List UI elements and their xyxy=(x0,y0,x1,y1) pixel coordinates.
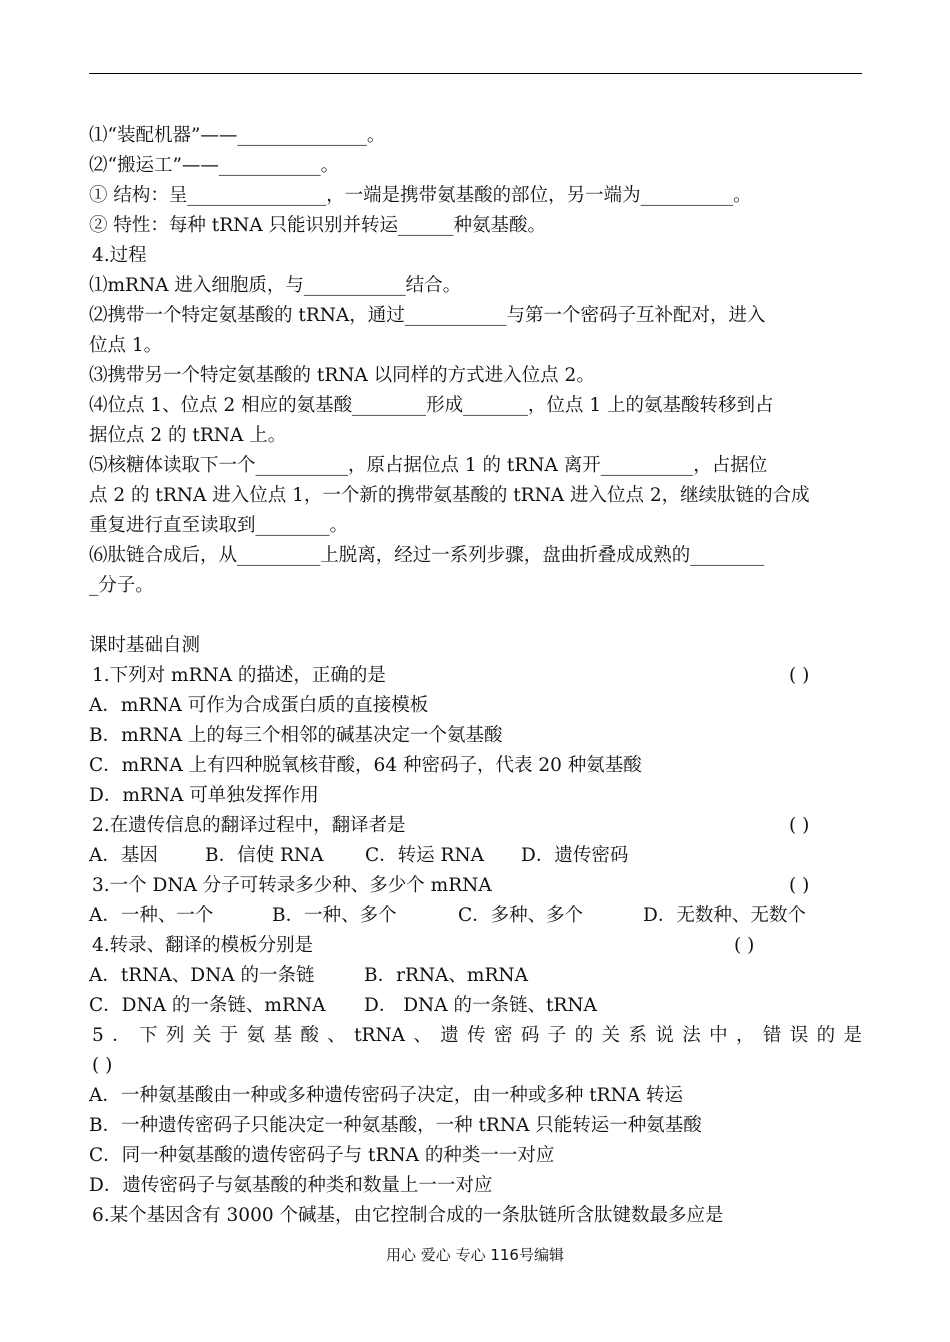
question-option: D． DNA 的一条链、tRNA xyxy=(364,995,597,1016)
question-options-row xyxy=(89,841,862,871)
question-text: 3.一个 DNA 分子可转录多少种、多少个 mRNA xyxy=(92,875,492,896)
text-line: ⑴“装配机器”——______________。 xyxy=(89,125,386,146)
question-option: B．一种遗传密码子只能决定一种氨基酸，一种 tRNA 只能转运一种氨基酸 xyxy=(89,1115,702,1136)
text-line: ⑷位点 1、位点 2 相应的氨基酸________形成_______，位点 1 上的氨基酸转移到占 xyxy=(89,395,774,416)
section-title: 课时基础自测 xyxy=(89,635,201,656)
page-footer: 用心 爱心 专心 116号编辑 xyxy=(386,1246,564,1264)
document-body xyxy=(89,121,862,1231)
text-line: ⑸核糖体读取下一个__________，原占据位点 1 的 tRNA 离开__________，占据位 xyxy=(89,455,768,476)
text-line: ② 特性：每种 tRNA 只能识别并转运______种氨基酸。 xyxy=(89,215,547,236)
text-line: 据位点 2 的 tRNA 上。 xyxy=(89,425,287,446)
question-stem xyxy=(89,871,862,901)
question-stem xyxy=(89,661,862,691)
question-text: 1.下列对 mRNA 的描述，正确的是 xyxy=(92,665,386,686)
question-option: D．遗传密码子与氨基酸的种类和数量上一一对应 xyxy=(89,1175,493,1196)
section-heading: 4.过程 xyxy=(92,245,147,266)
question-option: D．mRNA 可单独发挥作用 xyxy=(89,785,319,806)
question-options-row xyxy=(89,991,862,1021)
question-option: B．信使 RNA xyxy=(205,845,324,866)
answer-bracket: ( ) xyxy=(734,935,755,956)
text-line: ⑹肽链合成后，从_________上脱离，经过一系列步骤，盘曲折叠成成熟的________ xyxy=(89,545,765,566)
text-line: 位点 1。 xyxy=(89,335,163,356)
question-stem: 6.某个基因含有 3000 个碱基，由它控制合成的一条肽链所含肽键数最多应是 xyxy=(92,1205,724,1226)
answer-bracket: ( ) xyxy=(92,1055,113,1076)
question-option: D．遗传密码 xyxy=(521,845,629,866)
question-option: C．mRNA 上有四种脱氧核苷酸，64 种密码子，代表 20 种氨基酸 xyxy=(89,755,642,776)
question-option: C．多种、多个 xyxy=(458,905,584,926)
answer-bracket: ( ) xyxy=(789,665,810,686)
question-options-row xyxy=(89,901,862,931)
text-line: ⑵“搬运工”——___________。 xyxy=(89,155,340,176)
question-text: 4.转录、翻译的模板分别是 xyxy=(92,935,314,956)
answer-bracket: ( ) xyxy=(789,875,810,896)
text-line: 点 2 的 tRNA 进入位点 1，一个新的携带氨基酸的 tRNA 进入位点 2，继续肽链的合成 xyxy=(89,485,810,506)
question-stem: 5．下列关于氨基酸、tRNA、遗传密码子的关系说法中，错误的是 xyxy=(92,1025,862,1046)
question-text: 2.在遗传信息的翻译过程中，翻译者是 xyxy=(92,815,406,836)
text-line: 重复进行直至读取到________。 xyxy=(89,515,349,536)
answer-bracket: ( ) xyxy=(789,815,810,836)
question-option: C．DNA 的一条链、mRNA xyxy=(89,995,326,1016)
question-option: C．同一种氨基酸的遗传密码子与 tRNA 的种类一一对应 xyxy=(89,1145,555,1166)
question-option: A．tRNA、DNA 的一条链 xyxy=(89,965,315,986)
text-line: ① 结构：呈_______________，一端是携带氨基酸的部位，另一端为__________。 xyxy=(89,185,752,206)
question-stem xyxy=(89,931,862,961)
text-line: ⑴mRNA 进入细胞质，与___________结合。 xyxy=(89,275,462,296)
question-option: B．mRNA 上的每三个相邻的碱基决定一个氨基酸 xyxy=(89,725,503,746)
question-option: B．一种、多个 xyxy=(272,905,397,926)
header-rule xyxy=(89,73,862,74)
text-line: ⑶携带另一个特定氨基酸的 tRNA 以同样的方式进入位点 2。 xyxy=(89,365,595,386)
text-line: _分子。 xyxy=(89,575,154,596)
question-stem xyxy=(89,811,862,841)
question-options-row xyxy=(89,961,862,991)
question-option: A．mRNA 可作为合成蛋白质的直接模板 xyxy=(89,695,429,716)
question-option: D．无数种、无数个 xyxy=(643,905,806,926)
question-option: A．基因 xyxy=(89,845,158,866)
question-option: B．rRNA、mRNA xyxy=(364,965,528,986)
question-option: A．一种、一个 xyxy=(89,905,214,926)
text-line: ⑵携带一个特定氨基酸的 tRNA，通过___________与第一个密码子互补配对，进入 xyxy=(89,305,766,326)
question-option: A．一种氨基酸由一种或多种遗传密码子决定，由一种或多种 tRNA 转运 xyxy=(89,1085,684,1106)
question-option: C．转运 RNA xyxy=(365,845,485,866)
